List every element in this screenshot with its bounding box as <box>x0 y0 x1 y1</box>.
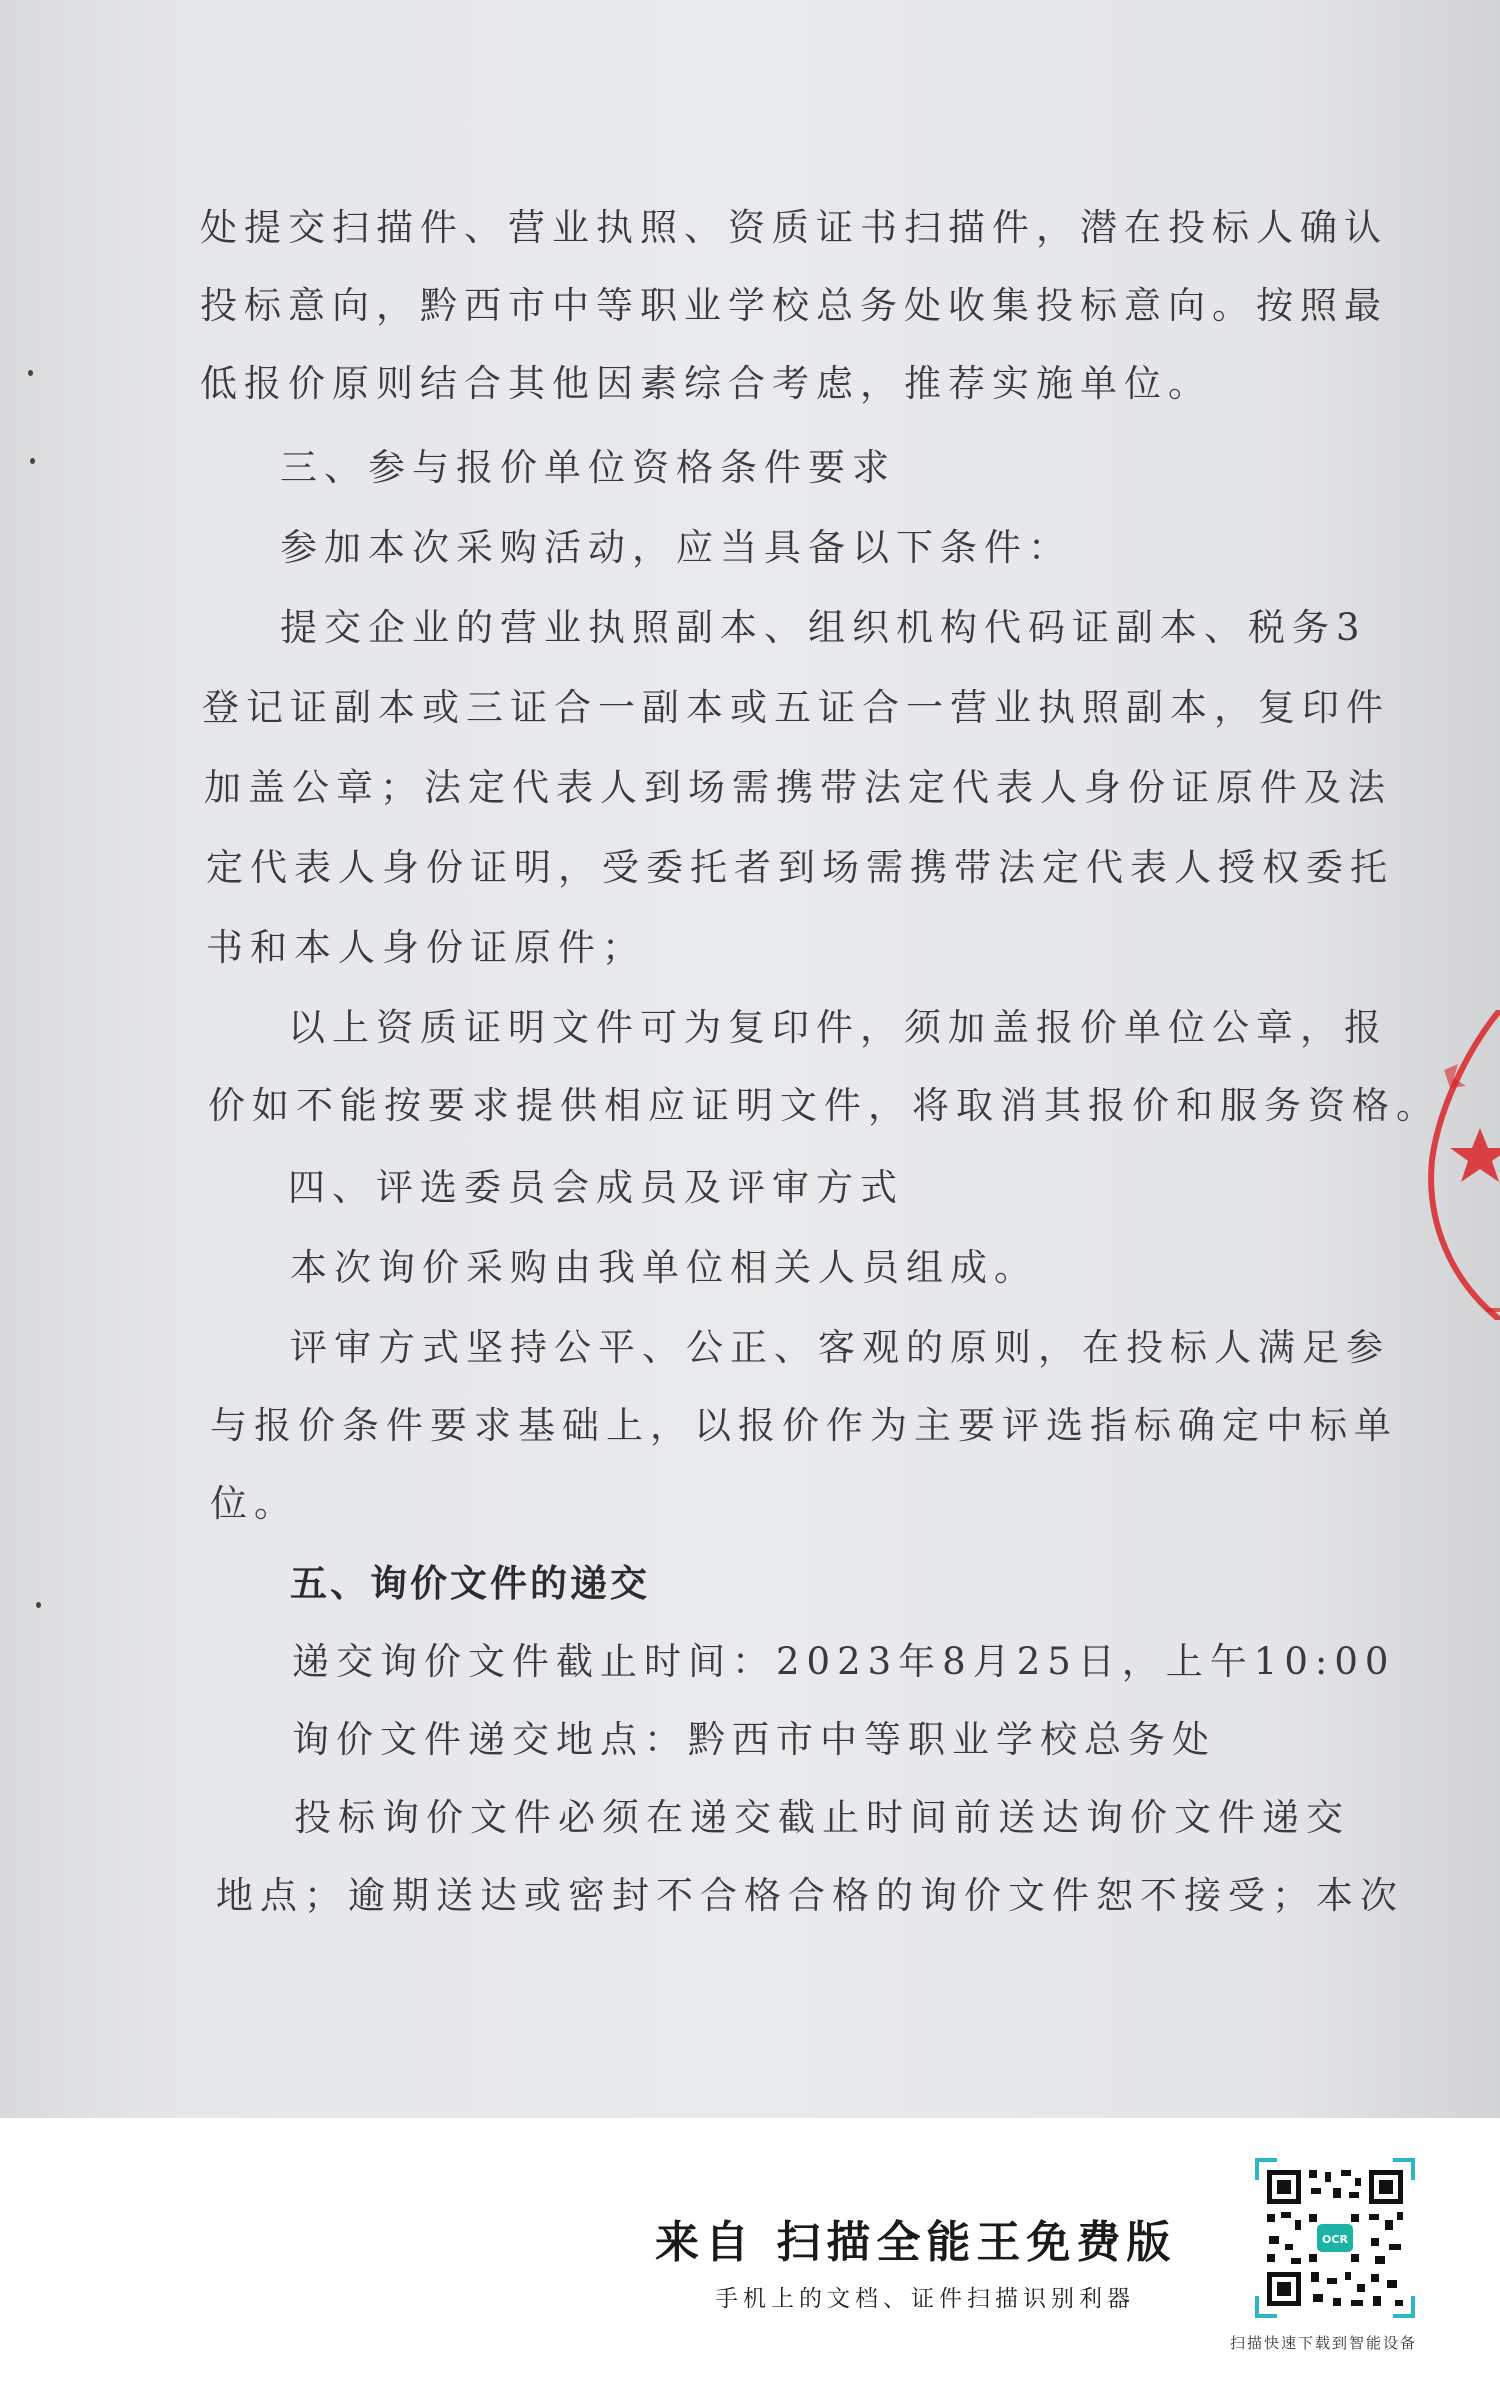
text-line: 地点；逾期送达或密封不合格合格的询价文件恕不接受；本次 <box>216 1874 1404 1917</box>
text-line: 投标意向，黔西市中等职业学校总务处收集投标意向。按照最 <box>200 284 1388 327</box>
text-line: 低报价原则结合其他因素综合考虑，推荐实施单位。 <box>200 362 1212 405</box>
qr-caption: 扫描快速下载到智能设备 <box>1230 2334 1418 2352</box>
qr-badge-text: OCR <box>1322 2233 1348 2246</box>
deadline-line: 递交询价文件截止时间：2023年8月25日，上午10:00 <box>292 1640 1396 1683</box>
section-heading-5: 五、询价文件的递交 <box>290 1562 650 1605</box>
scanner-footer <box>0 2118 1500 2396</box>
footer-subtitle: 手机上的文档、证件扫描识别利器 <box>715 2286 1135 2312</box>
text-line: 本次询价采购由我单位相关人员组成。 <box>290 1246 1038 1289</box>
text-line: 定代表人身份证明，受委托者到场需携带法定代表人授权委托 <box>206 846 1394 889</box>
qr-code-icon[interactable] <box>1255 2158 1415 2318</box>
text-line: 提交企业的营业执照副本、组织机构代码证副本、税务3 <box>280 606 1367 649</box>
footer-title: 来自 扫描全能王免费版 <box>655 2217 1177 2268</box>
location-line: 询价文件递交地点：黔西市中等职业学校总务处 <box>292 1718 1216 1761</box>
text-line: 以上资质证明文件可为复印件，须加盖报价单位公章，报 <box>288 1006 1388 1049</box>
text-line: 书和本人身份证原件； <box>206 926 646 969</box>
text-line: 登记证副本或三证合一副本或五证合一营业执照副本，复印件 <box>202 686 1390 729</box>
scan-speck <box>36 1602 41 1608</box>
text-line: 价如不能按要求提供相应证明文件，将取消其报价和服务资格。 <box>208 1084 1440 1127</box>
text-line: 参加本次采购活动，应当具备以下条件： <box>280 526 1072 569</box>
text-line: 位。 <box>210 1482 298 1525</box>
section-heading-3: 三、参与报价单位资格条件要求 <box>280 446 896 489</box>
section-heading-4: 四、评选委员会成员及评审方式 <box>288 1166 904 1209</box>
scan-speck <box>30 458 35 464</box>
scan-speck <box>28 370 33 376</box>
red-seal-stamp <box>1420 1010 1500 1320</box>
text-line: 加盖公章；法定代表人到场需携带法定代表人身份证原件及法 <box>204 766 1392 809</box>
text-line: 投标询价文件必须在递交截止时间前送达询价文件递交 <box>294 1796 1350 1839</box>
text-line: 评审方式坚持公平、公正、客观的原则，在投标人满足参 <box>290 1326 1390 1369</box>
text-line: 与报价条件要求基础上，以报价作为主要评选指标确定中标单 <box>210 1404 1398 1447</box>
text-line: 处提交扫描件、营业执照、资质证书扫描件，潜在投标人确认 <box>200 206 1388 249</box>
